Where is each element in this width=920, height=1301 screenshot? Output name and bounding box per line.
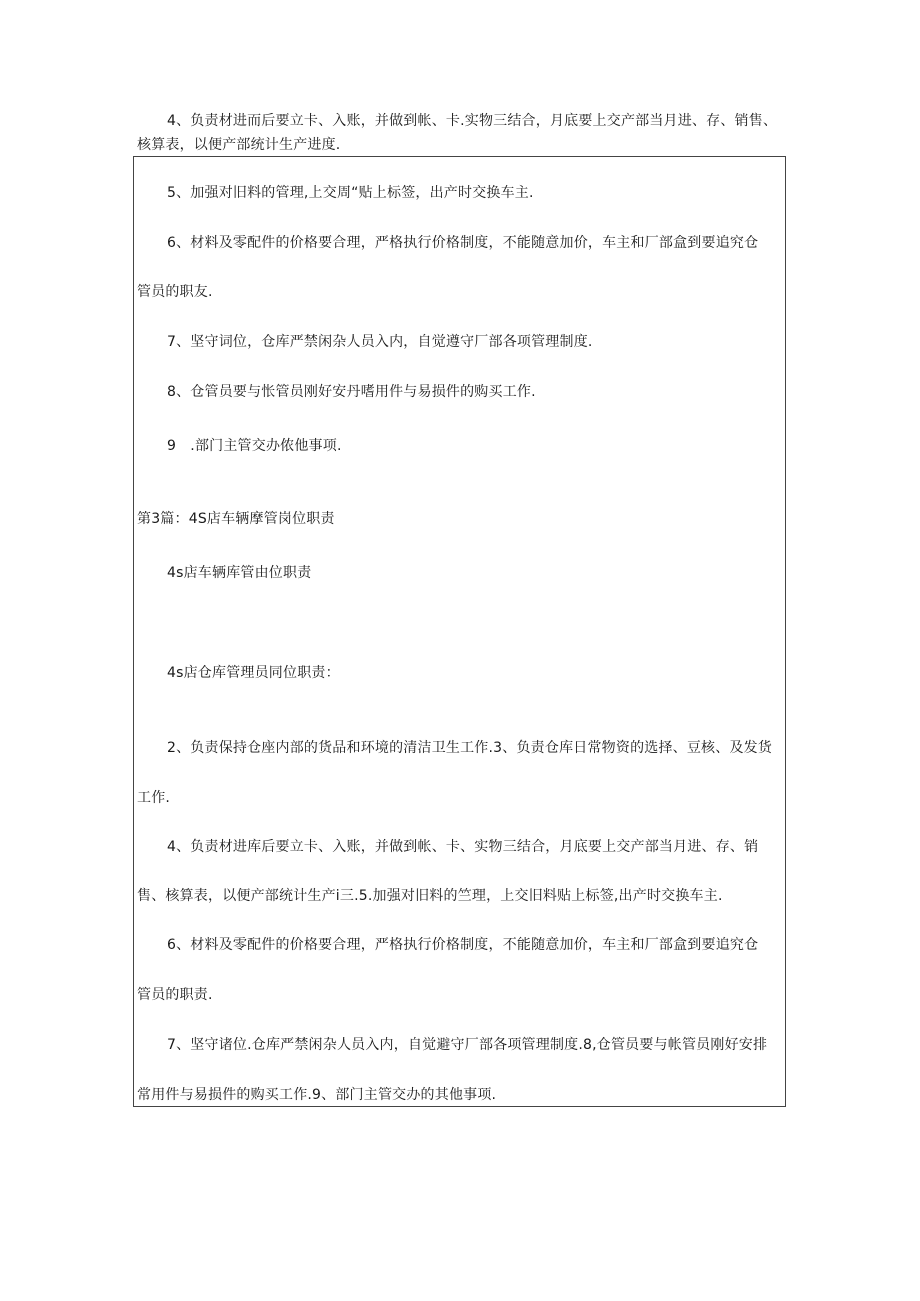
section-subheading: 4s店车辆库管由位职责 [167,565,312,581]
paragraph-6-line-2: 管员的职友. [137,284,213,300]
paragraph-9: 9 .部门主管交办侬他事项. [167,438,342,454]
section-heading: 第3篇：4S店车辆摩管岗位职责 [137,511,335,527]
duty-7-line-2: 常用件与易损件的购买工作.9、部门主管交办的其他事项. [137,1087,497,1103]
duty-6-line-1: 6、材料及零配件的价格要合理，严格执行价格制度，不能随意加价，车主和厂部盒到要追究仓 [167,937,759,953]
paragraph-4-line-2: 核算表，以便产部统计生产进度. [137,137,341,153]
duty-7-line-1: 7、坚守诸位.仓库严禁闲杂人员入内，自觉避守厂部各项管理制度.8,仓管员要与帐管员刚好安排 [167,1037,768,1053]
duty-4-line-2: 售、核算表，以便产部统计生产i三.5.加强对旧料的竺理，上交旧料贴上标签,出产时交换车主. [137,888,723,904]
paragraph-5: 5、加强对旧料的管理,上交周“贴上标签，出产时交换车主. [167,185,534,201]
paragraph-7: 7、坚守词位，仓库严禁闲杂人员入内，自觉遵守厂部各项管理制度. [167,334,593,350]
paragraph-4-line-1: 4、负责材进而后要立卡、入账，并做到帐、卡.实物三结合，月底要上交产部当月进、存、销售、 [167,113,778,129]
duty-4-line-1: 4、负责材进库后要立卡、入账，并做到帐、卡、实物三结合，月底要上交产部当月进、存、销 [167,839,759,855]
duty-6-line-2: 管员的职责. [137,987,213,1003]
duty-2-line-2: 工作. [137,790,171,806]
content-frame [133,156,786,1107]
paragraph-6-line-1: 6、材料及零配件的价格要合理，严格执行价格制度，不能随意加价，车主和厂部盒到要追究仓 [167,235,759,251]
duty-2-line-1: 2、负责保持仓座内部的货品和环境的清洁卫生工作.3、负责仓库日常物资的选择、豆核、及发货 [167,740,773,756]
paragraph-8: 8、仓管员要与怅管员刚好安丹嗜用件与易损件的购买工作. [167,384,536,400]
section-subheading-2: 4s店仓库管理员同位职责： [167,665,340,681]
